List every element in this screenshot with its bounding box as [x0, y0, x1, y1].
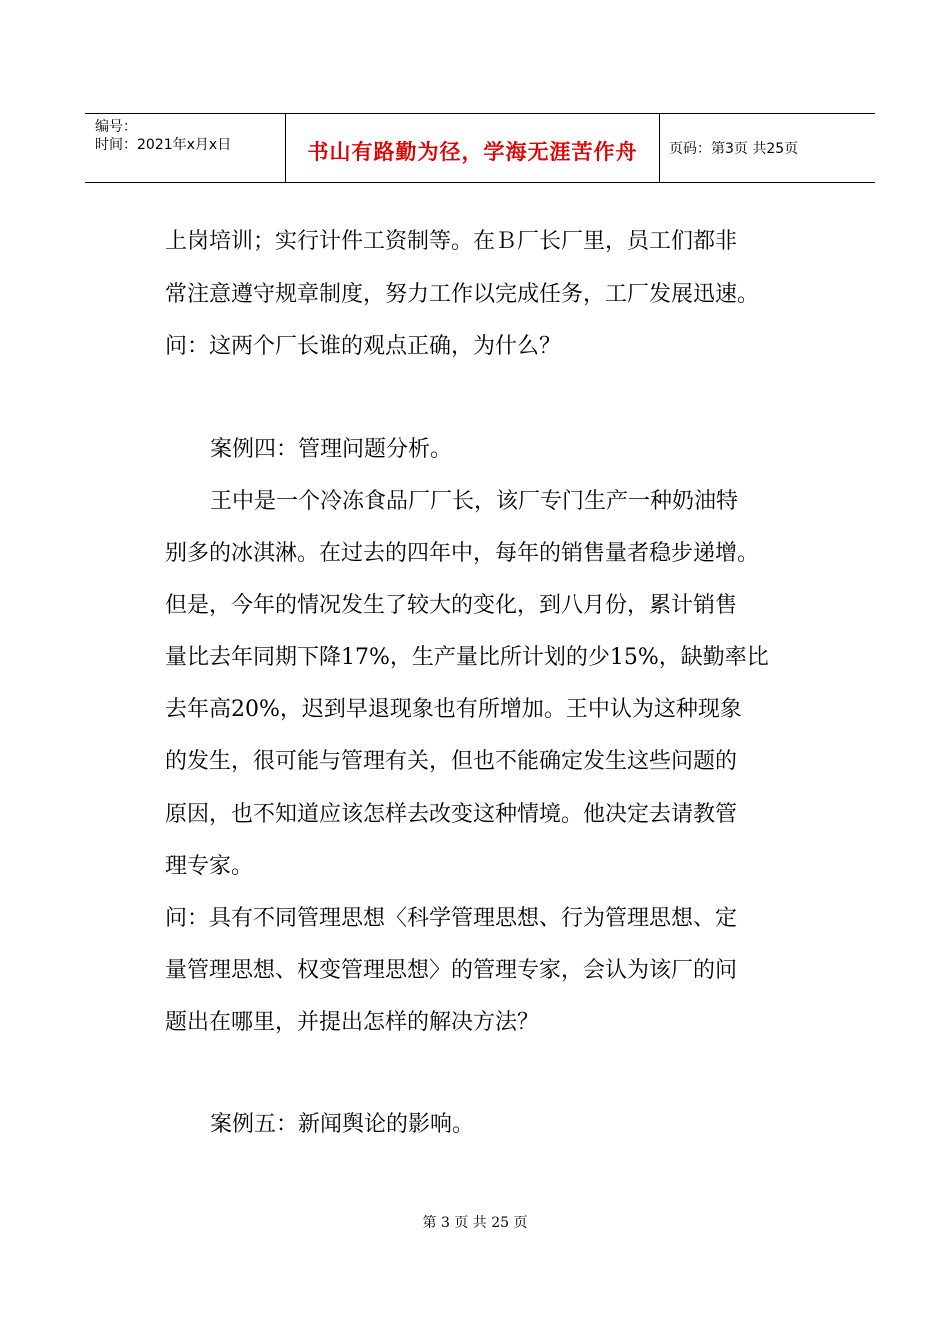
body-line: 理专家。 [165, 854, 254, 879]
body-line: 的发生，很可能与管理有关，但也不能确定发生这些问题的 [165, 749, 738, 774]
body-line: 常注意遵守规章制度，努力工作以完成任务，工厂发展迅速。 [165, 282, 760, 307]
body-line: 题出在哪里，并提出怎样的解决方法？ [165, 1010, 540, 1035]
footer-page-number: 第 3 页 共 25 页 [422, 1215, 528, 1231]
body-line: 问：这两个厂长谁的观点正确，为什么？ [165, 334, 562, 359]
body-line: 别多的冰淇淋。在过去的四年中，每年的销售量者稳步递增。 [165, 541, 760, 566]
header-right-cell [659, 114, 875, 182]
body-line: 去年高20%，迟到早退现象也有所增加。王中认为这种现象 [165, 697, 742, 722]
document-number-label: 编号： [95, 119, 137, 135]
body-line: 但是，今年的情况发生了较大的变化，到八月份，累计销售 [165, 593, 738, 618]
header-left-cell [85, 114, 285, 182]
body-line: 量比去年同期下降17%，生产量比所计划的少15%，缺勤率比 [165, 645, 769, 670]
header-page-info: 页码：第3页 共25页 [669, 141, 799, 157]
case-four-heading: 案例四：管理问题分析。 [210, 437, 453, 462]
body-line: 原因，也不知道应该怎样去改变这种情境。他决定去请教管 [165, 802, 738, 827]
body-line: 量管理思想、权变管理思想〉的管理专家，会认为该厂的问 [165, 958, 738, 983]
question-line: 问：具有不同管理思想〈科学管理思想、行为管理思想、定 [165, 906, 738, 931]
body-line: 王中是一个冷冻食品厂厂长，该厂专门生产一种奶油特 [210, 489, 739, 514]
document-time-label: 时间：2021年x月x日 [95, 137, 232, 153]
body-line: 上岗培训；实行计件工资制等。在Ｂ厂长厂里，员工们都非 [165, 229, 738, 254]
page-header [85, 113, 875, 183]
page-footer [0, 1212, 950, 1232]
case-five-heading: 案例五：新闻舆论的影响。 [210, 1112, 475, 1137]
header-motto: 书山有路勤为径，学海无涯苦作舟 [307, 140, 638, 164]
header-middle-cell [285, 114, 660, 182]
